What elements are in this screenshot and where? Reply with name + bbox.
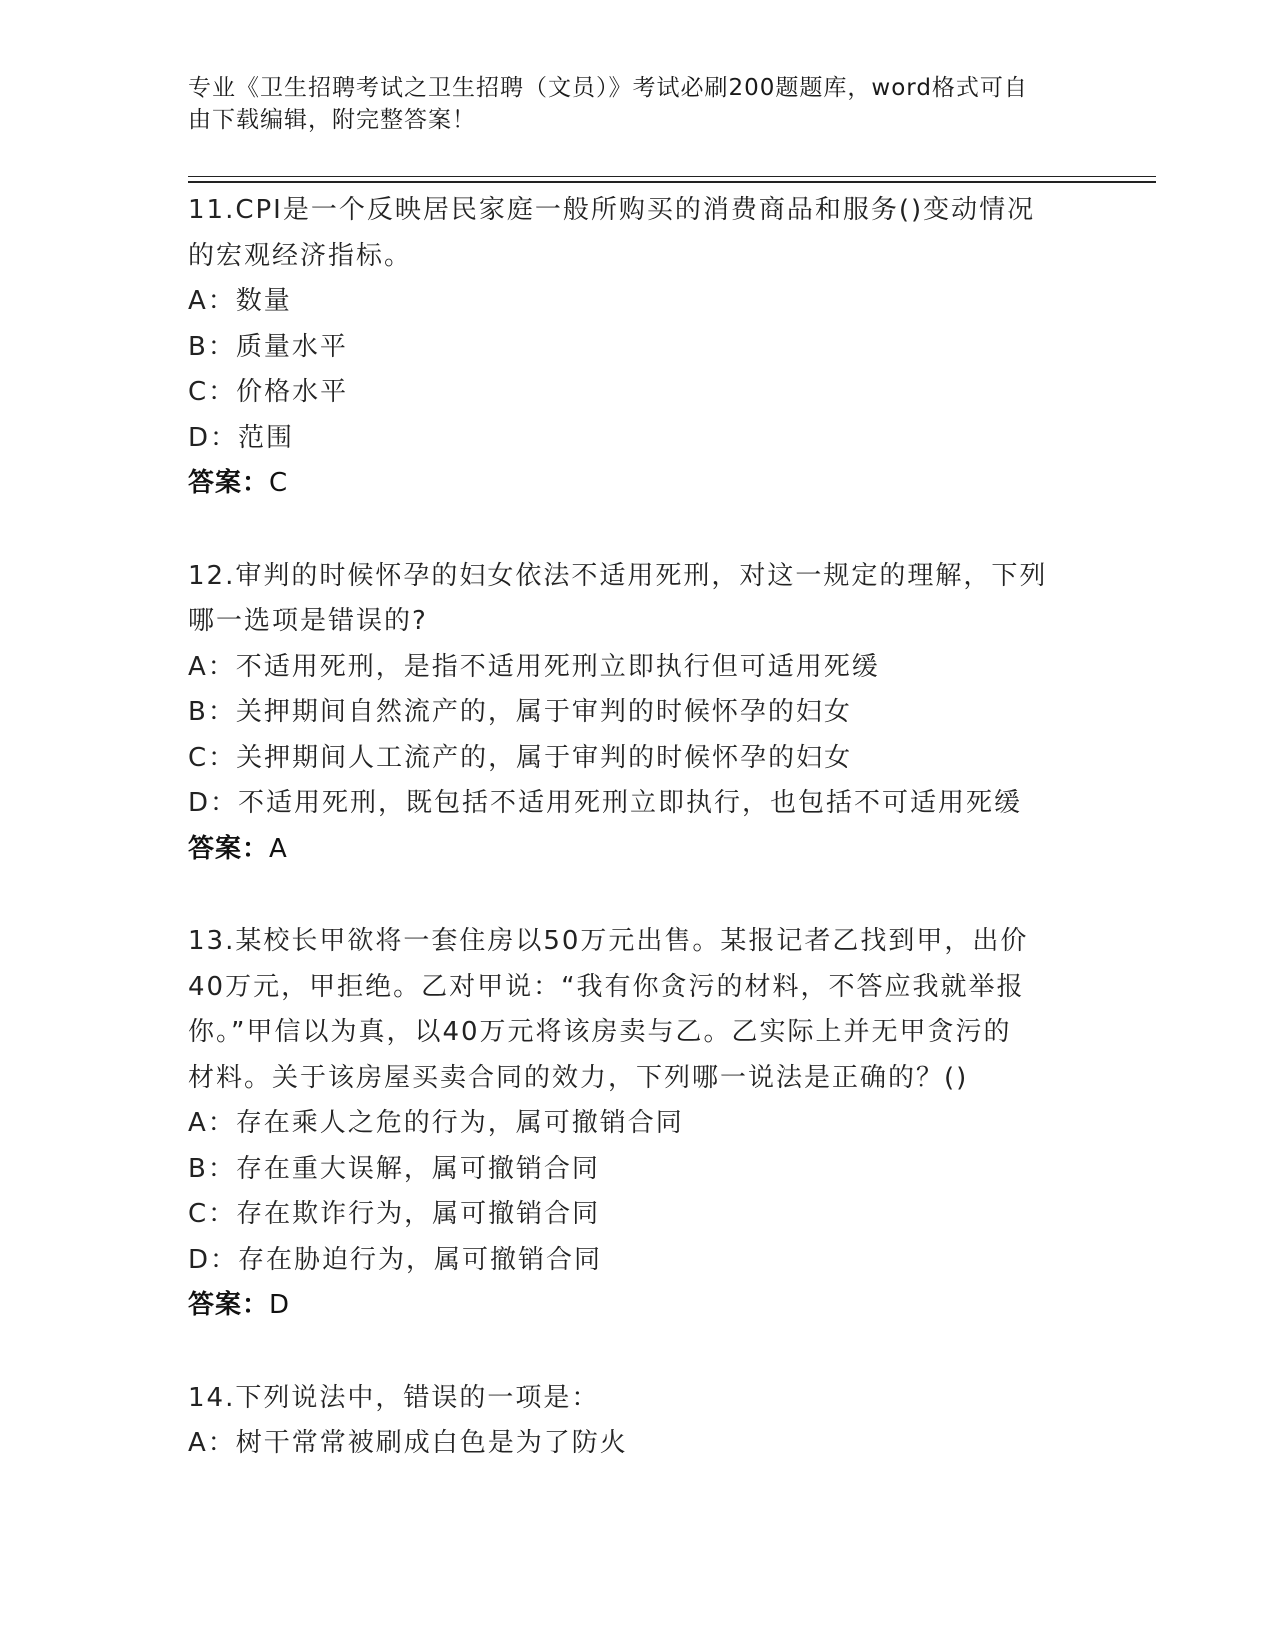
option-d: D：范围 (188, 422, 295, 453)
option-a: A：数量 (188, 286, 292, 316)
option-d: D：不适用死刑，既包括不适用死刑立即执行，也包括不可适用死缓 (188, 788, 1023, 818)
option-b: B：存在重大误解，属可撤销合同 (188, 1153, 600, 1184)
header-divider-thick (188, 181, 1156, 183)
option-a: A：存在乘人之危的行为，属可撤销合同 (188, 1108, 684, 1138)
header-title-line-2: 由下载编辑，附完整答案！ (188, 107, 476, 133)
answer-label: 答案： (188, 833, 270, 864)
option-b: B：质量水平 (188, 331, 348, 362)
answer-label: 答案： (188, 468, 270, 498)
answer-label: 答案： (188, 1290, 270, 1320)
option-a: A：不适用死刑，是指不适用死刑立即执行但可适用死缓 (188, 651, 880, 682)
answer-value: D (269, 1290, 291, 1320)
question-stem-line: 11.CPI是一个反映居民家庭一般所购买的消费商品和服务()变动情况 (188, 195, 1036, 225)
header-title-line-1: 专业《卫生招聘考试之卫生招聘（文员）》考试必刷200题题库，word格式可自 (188, 75, 1028, 101)
option-a: A：树干常常被刷成白色是为了防火 (188, 1428, 628, 1458)
question-list (188, 188, 1088, 1514)
answer-value: C (269, 468, 289, 498)
question-stem-line: 材料。关于该房屋买卖合同的效力，下列哪一说法是正确的？() (188, 1062, 969, 1093)
option-c: C：存在欺诈行为，属可撤销合同 (188, 1199, 601, 1229)
question-13 (188, 919, 1088, 1329)
answer-line (188, 1283, 1088, 1329)
option-c: C：关押期间人工流产的，属于审判的时候怀孕的妇女 (188, 742, 853, 773)
question-stem-line: 哪一选项是错误的? (188, 606, 428, 636)
question-11 (188, 188, 1088, 507)
answer-value: A (269, 833, 288, 864)
question-stem-line: 14.下列说法中，错误的一项是： (188, 1382, 600, 1413)
document-header (188, 72, 1088, 136)
answer-line (188, 827, 1088, 873)
question-14 (188, 1376, 1088, 1467)
question-12 (188, 554, 1088, 873)
option-d: D：存在胁迫行为，属可撤销合同 (188, 1244, 603, 1275)
option-c: C：价格水平 (188, 377, 349, 407)
answer-line (188, 461, 1088, 507)
header-divider-thin (188, 176, 1156, 177)
question-stem-line: 你。”甲信以为真，以40万元将该房卖与乙。乙实际上并无甲贪污的 (188, 1017, 1012, 1047)
question-stem-line: 12.审判的时候怀孕的妇女依法不适用死刑，对这一规定的理解，下列 (188, 560, 1048, 591)
question-stem-line: 13.某校长甲欲将一套住房以50万元出售。某报记者乙找到甲，出价 (188, 926, 1029, 956)
option-b: B：关押期间自然流产的，属于审判的时候怀孕的妇女 (188, 697, 852, 727)
question-stem-line: 40万元，甲拒绝。乙对甲说：“我有你贪污的材料，不答应我就举报 (188, 971, 1025, 1002)
question-stem-line: 的宏观经济指标。 (188, 240, 413, 271)
